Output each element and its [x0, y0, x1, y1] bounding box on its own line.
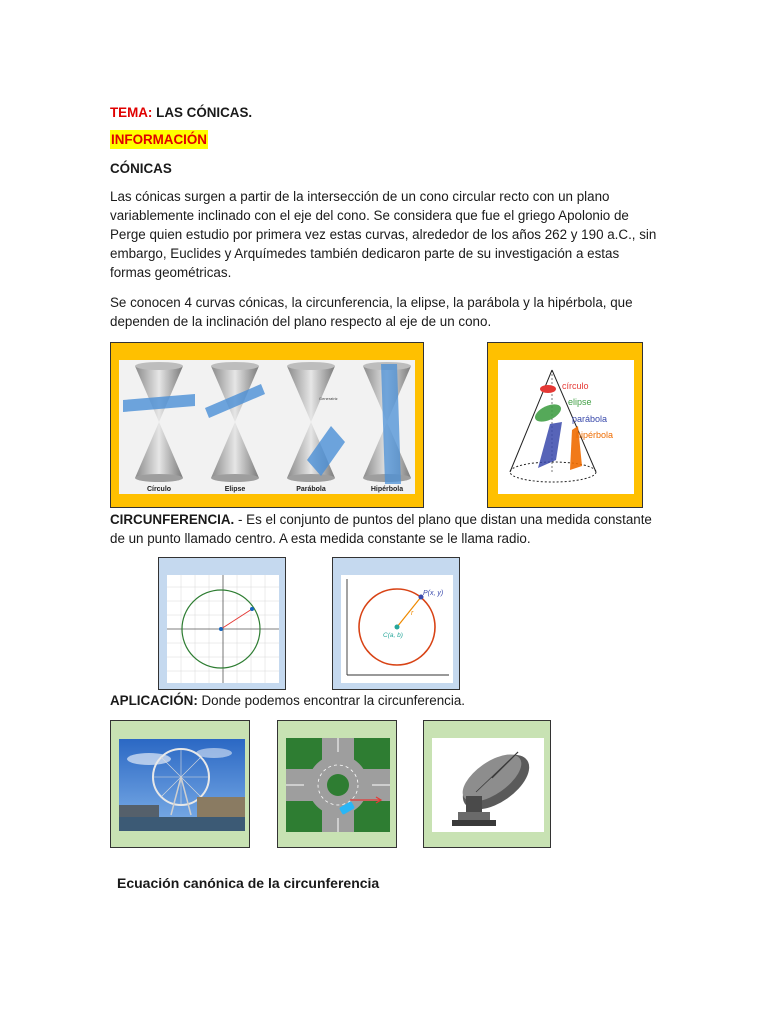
- ecuacion-title: Ecuación canónica de la circunferencia: [117, 875, 380, 891]
- legend-circulo: círculo: [562, 381, 589, 391]
- cone-label-parabola: Parábola: [296, 486, 326, 493]
- legend-parabola: parábola: [572, 414, 608, 424]
- circle-plot-1-drawing: [167, 575, 279, 683]
- cone-sections-drawing: [498, 360, 634, 494]
- ferris-wheel-photo: [110, 720, 250, 848]
- circle-plot-1-image: [167, 575, 279, 683]
- satellite-dish-photo: [423, 720, 551, 848]
- aplicacion-text: Donde podemos encontrar la circunferencia.: [197, 693, 465, 708]
- intro-paragraph: Las cónicas surgen a partir de la intersección de un cono circular recto con un plano variablemente inclinado con el eje del cono. Se considera que fue el griego Apolonio de Perge quien estudio por primera vez estas curvas, alrededor de los años 262 y 190 a.C., sin embargo, Euclides y Arquímedes también dedicaron parte de su investigación a estas formas geométricas.: [110, 189, 657, 280]
- ferris-wheel-drawing: [119, 739, 245, 831]
- conicas-heading: CÓNICAS: [110, 161, 172, 176]
- four-curves-paragraph: Se conocen 4 curvas cónicas, la circunferencia, la elipse, la parábola y la hipérbola, que dependen de la inclinación del plano respecto al eje de un cono.: [110, 295, 633, 329]
- cone-circle: [123, 362, 195, 482]
- roundabout-image: [286, 738, 390, 832]
- aplicacion-line: [110, 691, 465, 710]
- cone-label-circle: Círculo: [146, 486, 172, 493]
- cones-drawing: [119, 360, 415, 494]
- tema-label: TEMA:: [110, 105, 153, 120]
- radius-label: r: [411, 610, 414, 617]
- cone-sections-figure: [487, 342, 643, 508]
- circle-plot-1: [158, 557, 286, 690]
- circle-plot-2-drawing: [341, 575, 453, 683]
- circle-plot-2-image: [341, 575, 453, 683]
- point-label: P(x, y): [423, 590, 444, 597]
- ferris-wheel-image: [119, 739, 245, 831]
- cone-hyperbola: [363, 362, 411, 484]
- informacion-heading: INFORMACIÓN: [111, 132, 207, 147]
- satellite-dish-image: [432, 738, 544, 832]
- tema-line: [110, 103, 252, 122]
- cone-sections-image: [498, 360, 634, 494]
- legend-elipse: elipse: [568, 397, 592, 407]
- cones-figure: [110, 342, 424, 508]
- tema-value: LAS CÓNICAS.: [156, 105, 253, 120]
- cone-ellipse: [205, 362, 265, 482]
- satellite-dish-drawing: [432, 738, 544, 832]
- circunferencia-definition: [110, 510, 658, 548]
- circunferencia-text: - Es el conjunto de puntos del plano que distan una medida constante de un punto llamado centro. A esta medida constante se le llama radio.: [110, 512, 652, 546]
- center-label: C(a, b): [383, 632, 403, 639]
- circle-plot-2: [332, 557, 460, 690]
- cone-label-ellipse: Elipse: [224, 486, 246, 493]
- cone-parabola: [287, 362, 345, 482]
- aplicacion-heading: APLICACIÓN:: [110, 693, 198, 708]
- cones-image: [119, 360, 415, 494]
- circunferencia-heading: CIRCUNFERENCIA.: [110, 512, 235, 527]
- roundabout-drawing: [286, 738, 390, 832]
- legend-hiperbola: hipérbola: [576, 430, 614, 440]
- generatriz-label: Generatriz: [319, 396, 338, 401]
- roundabout-photo: [277, 720, 397, 848]
- cone-label-hyperbola: Hipérbola: [370, 486, 404, 493]
